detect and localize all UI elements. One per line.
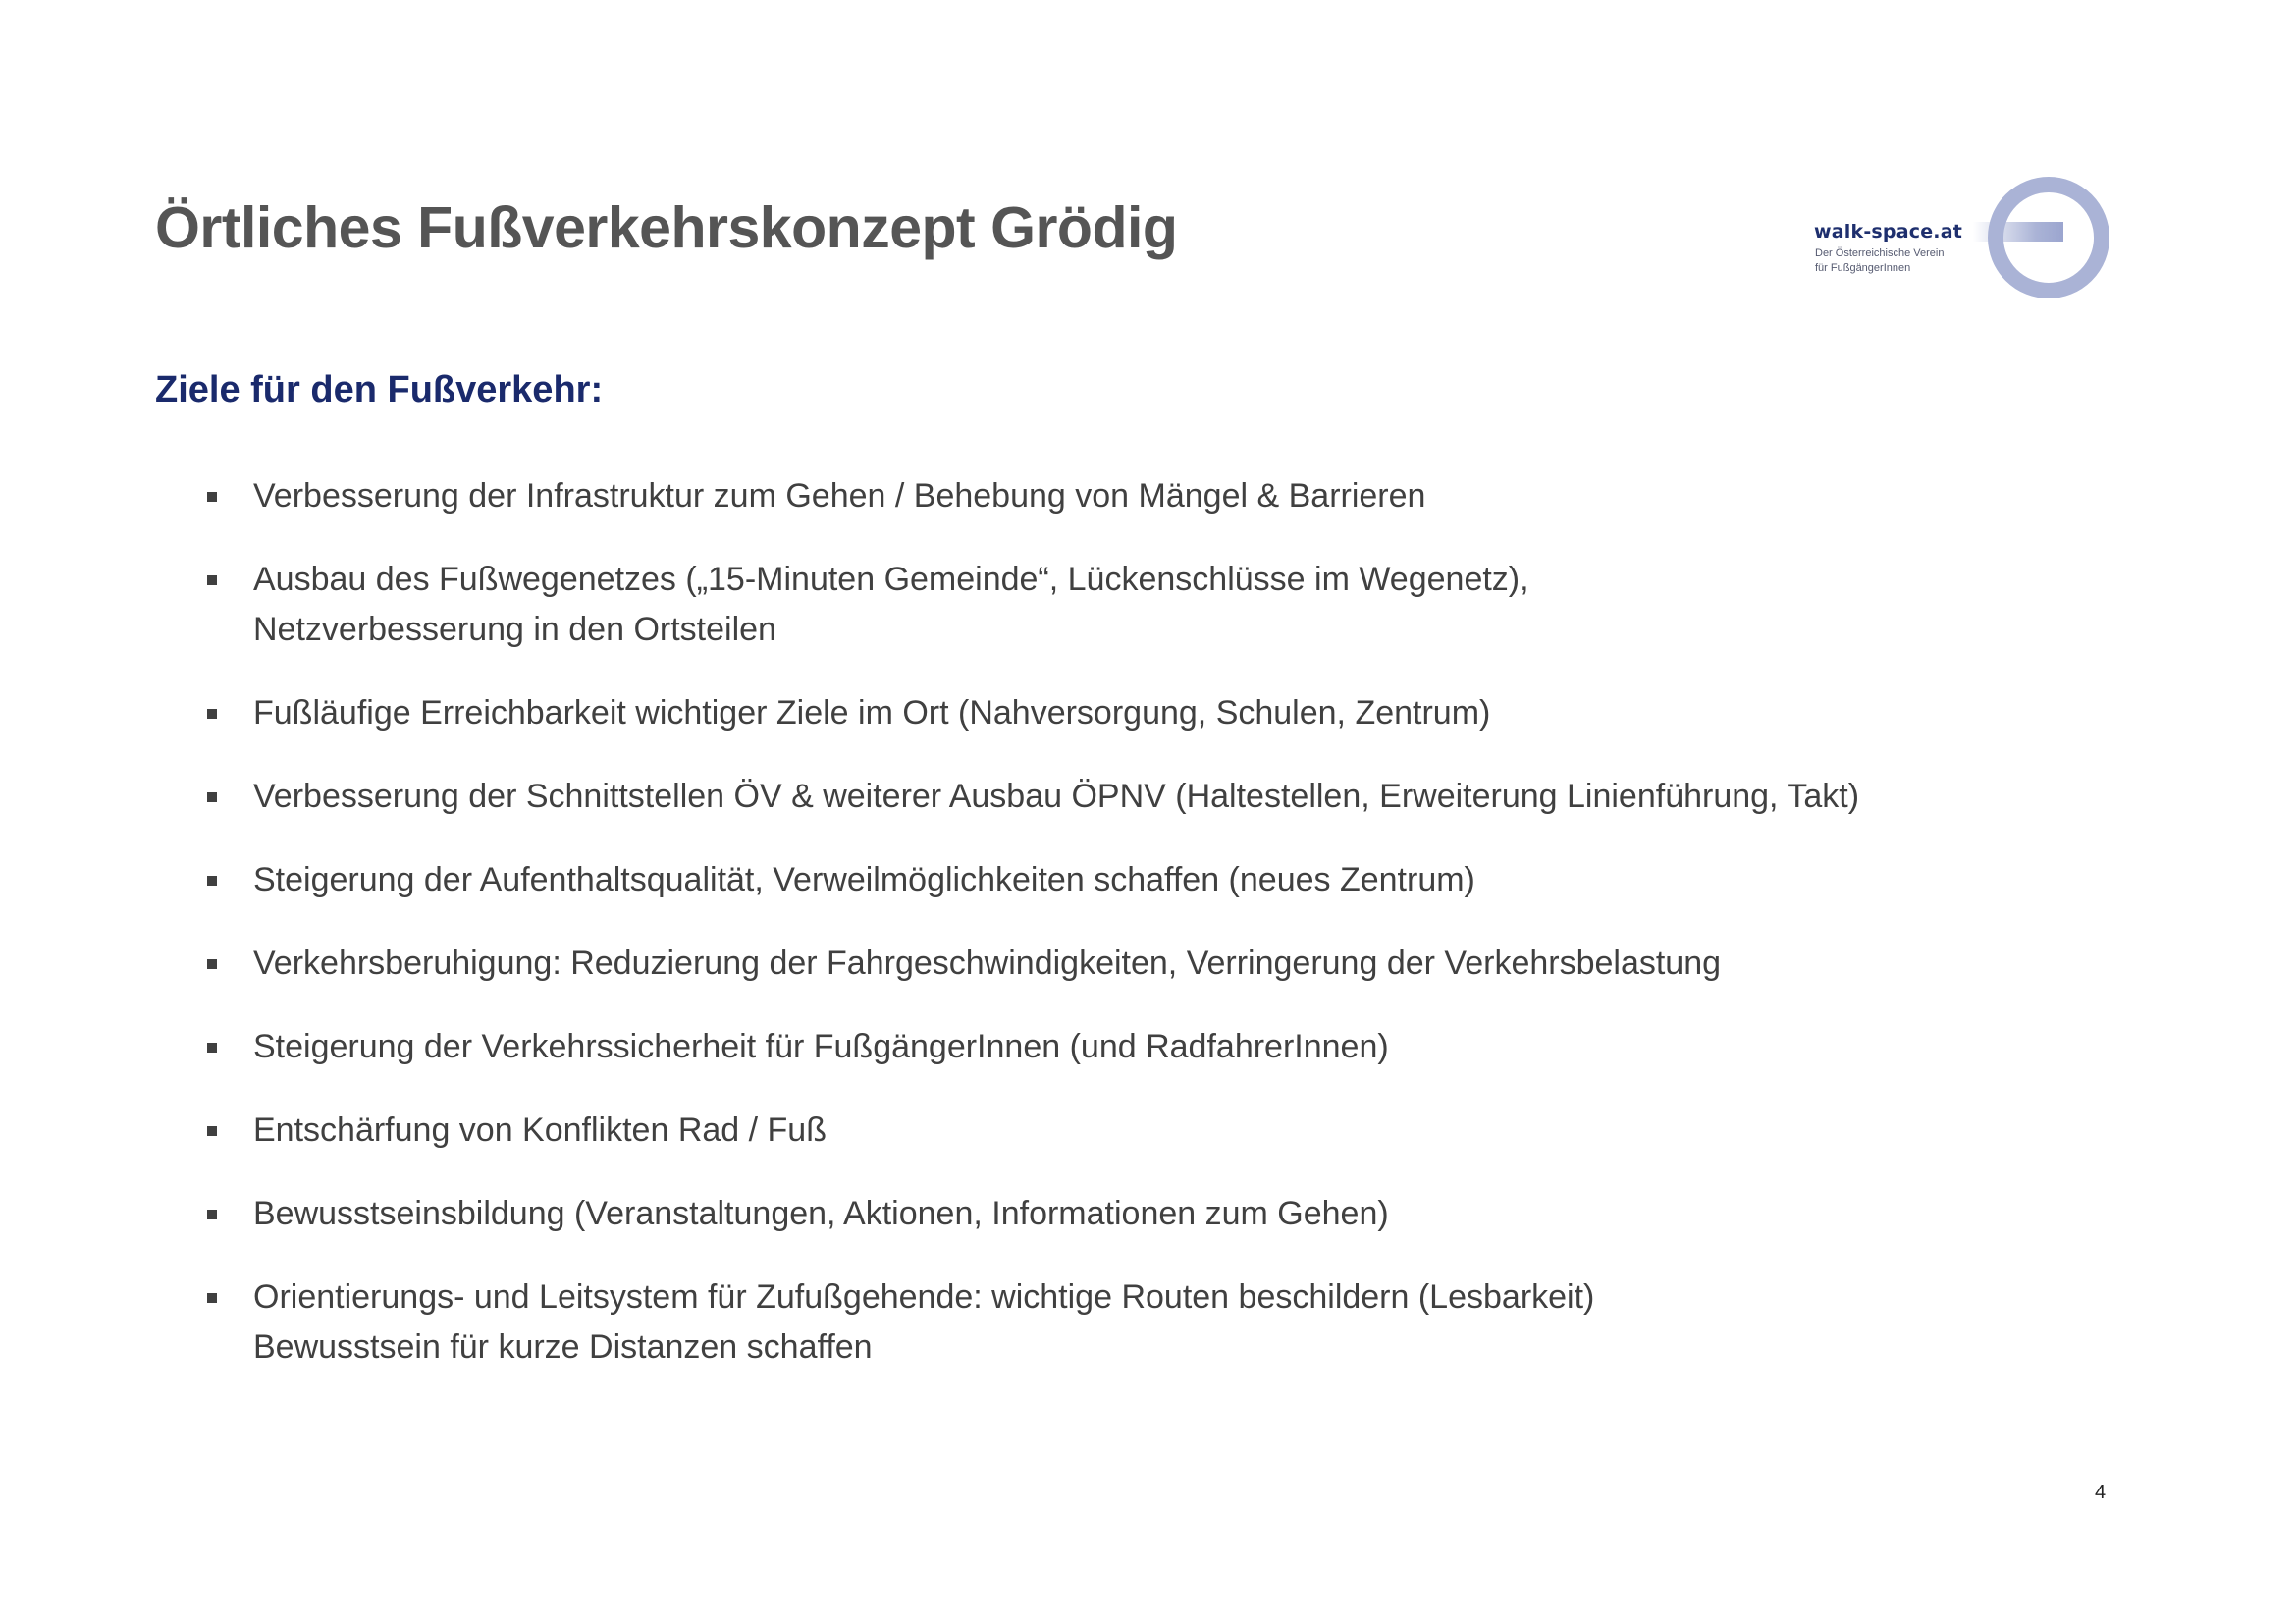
logo-tagline-line2: für FußgängerInnen <box>1815 262 1911 274</box>
goal-text: Verbesserung der Infrastruktur zum Gehen / Behebung von Mängel & Barrieren <box>253 477 1426 514</box>
goal-item <box>253 1189 2216 1239</box>
goal-item <box>253 772 2216 822</box>
goal-text: Fußläufige Erreichbarkeit wichtiger Ziele im Ort (Nahversorgung, Schulen, Zentrum) <box>253 694 1491 731</box>
page-number: 4 <box>2095 1482 2107 1503</box>
goal-text-continued: Bewusstsein für kurze Distanzen schaffen <box>253 1328 873 1366</box>
goal-text: Verbesserung der Schnittstellen ÖV & weiterer Ausbau ÖPNV (Haltestellen, Erweiterung Linienführung, Takt) <box>253 778 1860 815</box>
goal-item <box>253 1272 2216 1373</box>
goal-text: Steigerung der Verkehrssicherheit für FußgängerInnen (und RadfahrerInnen) <box>253 1028 1389 1065</box>
goal-text-continued: Netzverbesserung in den Ortsteilen <box>253 611 776 648</box>
goal-text: Orientierungs- und Leitsystem für Zufußgehende: wichtige Routen beschildern (Lesbarkeit) <box>253 1278 1595 1316</box>
goal-text: Ausbau des Fußwegenetzes („15-Minuten Gemeinde“, Lückenschlüsse im Wegenetz), <box>253 561 1529 598</box>
logo-tagline-line1: Der Österreichische Verein <box>1815 247 1945 259</box>
logo-name: walk-space.at <box>1814 221 1963 243</box>
goal-item <box>253 1106 2216 1156</box>
goal-text: Verkehrsberuhigung: Reduzierung der Fahrgeschwindigkeiten, Verringerung der Verkehrsbelastung <box>253 945 1722 982</box>
goal-item <box>253 688 2216 738</box>
goal-item <box>253 471 2216 521</box>
goal-item <box>253 555 2216 655</box>
goal-item <box>253 855 2216 905</box>
goal-item <box>253 1022 2216 1072</box>
logo-bar-icon <box>1973 222 2063 242</box>
goal-text: Bewusstseinsbildung (Veranstaltungen, Aktionen, Informationen zum Gehen) <box>253 1195 1389 1232</box>
goal-text: Steigerung der Aufenthaltsqualität, Verweilmöglichkeiten schaffen (neues Zentrum) <box>253 861 1475 898</box>
goal-text: Entschärfung von Konflikten Rad / Fuß <box>253 1111 827 1149</box>
goal-item <box>253 939 2216 989</box>
section-heading: Ziele für den Fußverkehr: <box>155 369 604 410</box>
goal-list <box>253 471 2216 1406</box>
slide-title: Örtliches Fußverkehrskonzept Grödig <box>155 195 1178 260</box>
